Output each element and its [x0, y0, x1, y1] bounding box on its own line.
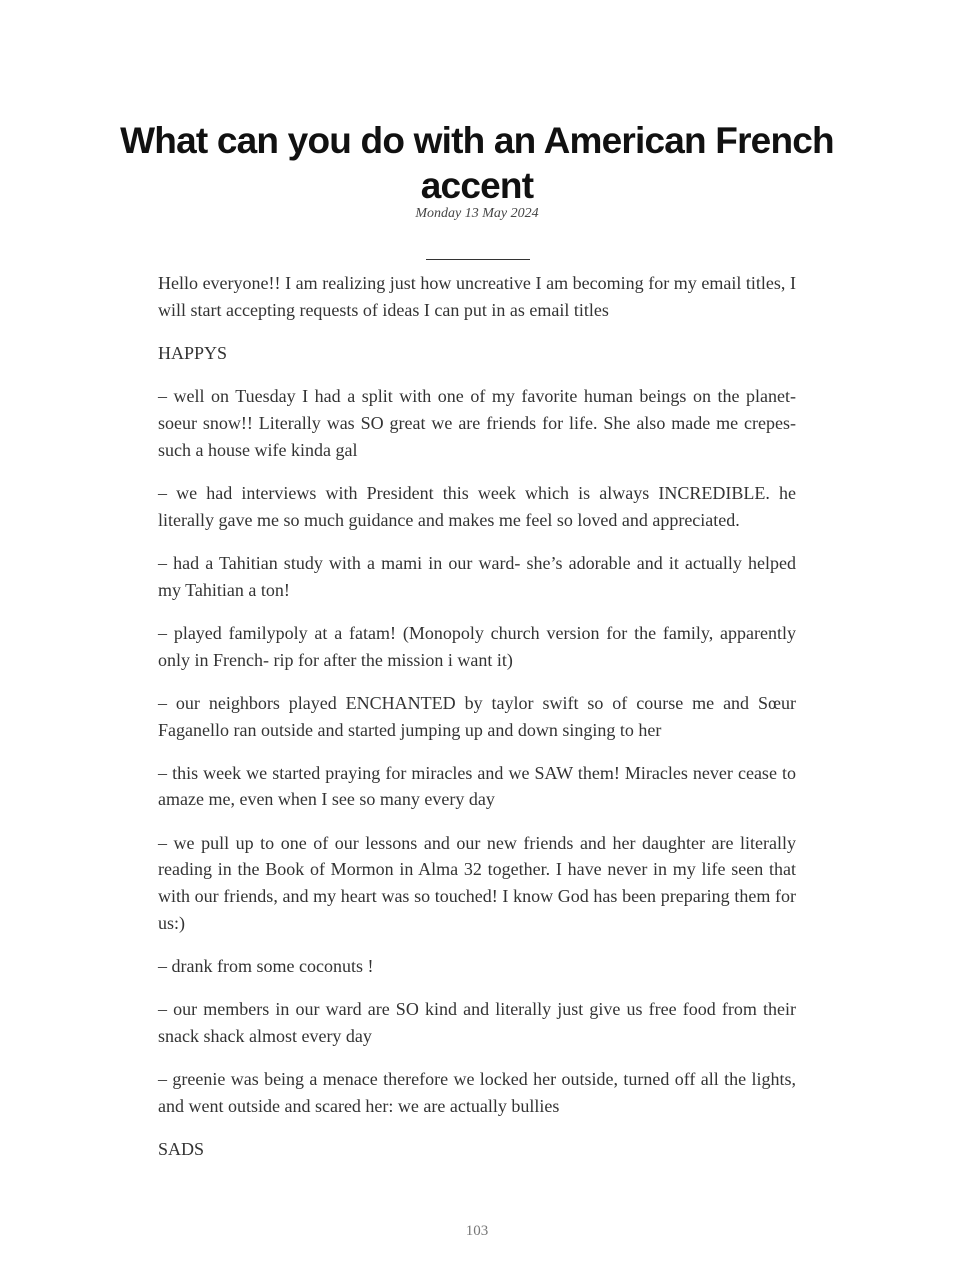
- paragraph: – this week we started praying for miracles and we SAW them! Miracles never cease to amaze me, even when I see so many every day: [158, 762, 796, 810]
- paragraph: Hello everyone!! I am realizing just how uncreative I am becoming for my email titles, I will start accepting requests of ideas I can put in as email titles: [158, 273, 796, 320]
- page-number: 103: [465, 1223, 489, 1239]
- paragraph: – we pull up to one of our lessons and our new friends and her daughter are literally reading in the Book of Mormon in Alma 32 together. I have never in my life seen that with our friends, and my heart was so touched! I know God has been preparing them for us:): [158, 832, 796, 933]
- paragraph: – greenie was being a menace therefore we locked her outside, turned off all the lights, and went outside and scared her: we are actually bullies: [158, 1069, 796, 1117]
- paragraph: – we had interviews with President this week which is always INCREDIBLE. he literally gave me so much guidance and makes me feel so loved and appreciated.: [158, 482, 796, 530]
- article-body: [158, 270, 796, 1180]
- divider: [426, 259, 530, 260]
- section-heading-happys: HAPPYS: [158, 342, 228, 363]
- paragraph: – our members in our ward are SO kind and literally just give us free food from their snack shack almost every day: [158, 999, 796, 1047]
- paragraph: – drank from some coconuts !: [158, 956, 374, 977]
- article-date: Monday 13 May 2024: [415, 206, 539, 221]
- paragraph: – our neighbors played ENCHANTED by taylor swift so of course me and Sœur Faganello ran outside and started jumping up and down singing to her: [158, 692, 796, 740]
- article-title: What can you do with an American French accent: [120, 120, 834, 206]
- paragraph: – well on Tuesday I had a split with one of my favorite human beings on the planet-soeur snow!! Literally was SO great we are friends for life. She also made me crepes- such a house wife kinda gal: [158, 386, 796, 460]
- paragraph: – played familypoly at a fatam! (Monopoly church version for the family, apparently only in French- rip for after the mission i want it): [158, 622, 796, 670]
- section-heading-sads: SADS: [158, 1139, 205, 1160]
- paragraph: – had a Tahitian study with a mami in our ward- she’s adorable and it actually helped my Tahitian a ton!: [158, 552, 796, 600]
